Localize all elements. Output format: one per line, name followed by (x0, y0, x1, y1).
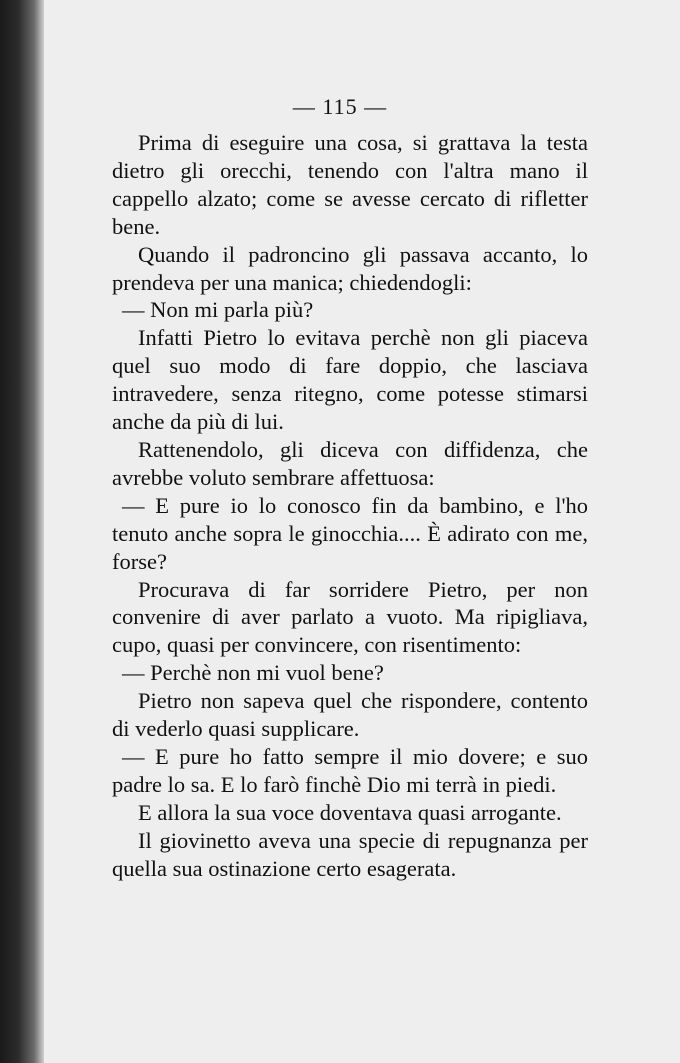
paragraph: Prima di eseguire una cosa, si grattava la testa dietro gli orecchi, tenendo con l'altra mano il cappello alzato; come se avesse cercato di rifletter bene. (112, 130, 588, 239)
page-number: — 115 — (292, 94, 388, 119)
paragraph: Rattenendolo, gli diceva con diffidenza, che avrebbe voluto sembrare affettuosa: (112, 436, 588, 490)
dialogue-line: — Perchè non mi vuol bene? (122, 660, 384, 686)
paragraph: Infatti Pietro lo evitava perchè non gli piaceva quel suo modo di fare doppio, che lasciava intravedere, senza ritegno, come potesse stimarsi anche da più di lui. (112, 325, 588, 435)
paragraph: Procurava di far sorridere Pietro, per non convenire di aver parlato a vuoto. Ma ripigliava, cupo, quasi per convincere, con risentimento: (112, 576, 588, 658)
book-spine-shadow (0, 0, 44, 1063)
dialogue-line: — E pure ho fatto sempre il mio dovere; e suo padre lo sa. E lo farò finchè Dio mi terrà in piedi. (112, 743, 588, 797)
paragraph: E allora la sua voce doventava quasi arrogante. (138, 799, 562, 825)
paragraph: Il giovinetto aveva una specie di repugnanza per quella sua ostinazione certo esagerata. (112, 827, 588, 881)
paragraph: Pietro non sapeva quel che rispondere, contento di vederlo quasi supplicare. (112, 688, 588, 742)
paragraph: Quando il padroncino gli passava accanto, lo prendeva per una manica; chiedendogli: (112, 241, 588, 295)
dialogue-line: — Non mi parla più? (122, 297, 314, 323)
page-body (112, 129, 588, 882)
dialogue-line: — E pure io lo conosco fin da bambino, e l'ho tenuto anche sopra le ginocchia.... È adirato con me, forse? (112, 492, 588, 574)
